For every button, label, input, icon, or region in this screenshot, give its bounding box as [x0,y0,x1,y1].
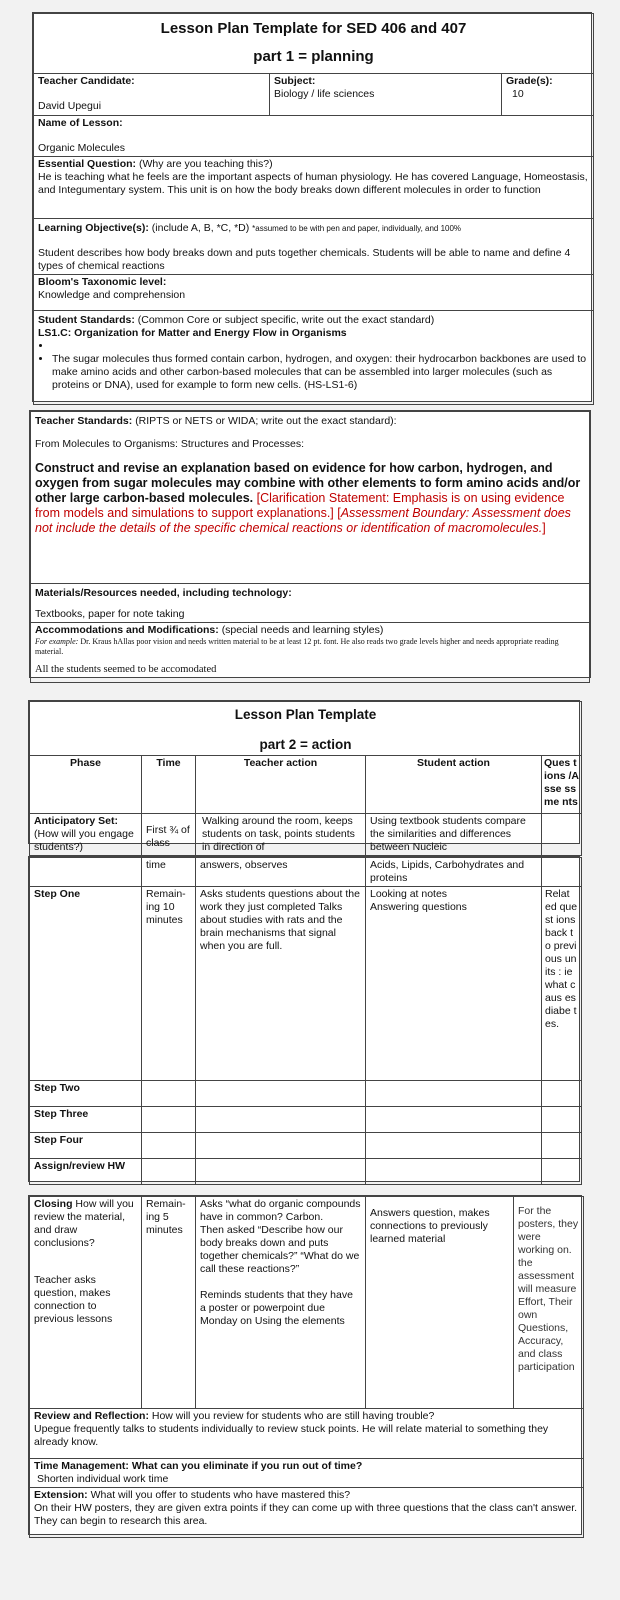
closing-sheet [28,1195,582,1535]
header-teacher-action: Teacher action [196,756,366,814]
review-label: Review and Reflection: [34,1410,149,1422]
steps-sheet [28,856,580,1182]
subject-value: Biology / life sciences [274,88,375,100]
step-four-label: Step Four [30,1133,142,1159]
accommodations-value: All the students seemed to be accomodated [35,664,217,675]
step-one-student-line: Looking at notes [370,888,448,900]
time-management-note: What can you eliminate if you run out of time? [131,1460,363,1472]
blooms-level-value: Knowledge and comprehension [38,289,186,301]
assign-hw-label: Assign/review HW [30,1159,142,1185]
accommodations-note: (special needs and learning styles) [221,624,384,636]
closing-teacher-line: Asks “what do organic compounds have in common? Carbon. [200,1198,361,1223]
step-three-label: Step Three [30,1107,142,1133]
planning-sheet [32,12,592,402]
student-standards-note: (Common Core or subject specific, write out the exact standard) [137,314,435,326]
accommodations-label: Accommodations and Modifications: [35,624,219,636]
page-title: Lesson Plan Template for SED 406 and 407 [160,20,467,37]
step-one-label: Step One [30,887,142,1081]
step-one-time: Remain-ing 10 minutes [142,887,196,1081]
teacher-candidate-value: David Upegui [38,100,102,112]
teacher-standards-sub: From Molecules to Organisms: Structures and Processes: [35,438,305,450]
anticipatory-student: Using textbook students compare the similarities and differences between Nucleic [366,814,542,856]
subject-label: Subject: [274,75,316,87]
standards-table [30,411,590,683]
closing-table [29,1196,584,1538]
extension-value: On their HW posters, they are given extra points if they can come up with three questions that the class can't answer. They can begin to research this area. [34,1502,578,1527]
student-standards-bullet: • The sugar molecules thus formed contain carbon, hydrogen, and oxygen: their hydrocarbon backbones are used to make amino acids and other carbon-based molecules that can be assembled into larger molecules (such as proteins or DNA), used for example to form new cells. (HS-LS1-6) [52,353,589,392]
essential-question-label: Essential Question: [38,158,137,170]
closing-teacher-line: Reminds students that they have a poster or powerpoint due Monday on Using the elements [200,1289,353,1327]
materials-label: Materials/Resources needed, including technology: [35,587,292,599]
closing-text: How will you review the material, and draw conclusions? [34,1198,134,1249]
planning-table [33,13,594,405]
student-standards-label: Student Standards: [38,314,135,326]
step-two-label: Step Two [30,1081,142,1107]
anticipatory-teacher: Walking around the room, keeps students on task, points students in direction of [196,814,366,856]
time-management-value: Shorten individual work time [37,1473,169,1485]
blooms-level-label: Bloom's Taxonomic level: [38,276,167,288]
essential-question-note: (Why are you teaching this?) [138,158,273,170]
essential-question-value: He is teaching what he feels are the important aspects of human physiology. He has covered Language, Homeostasis, and Integumentary system. This unit is on how the body breaks down different molecules in order to function [38,171,588,196]
header-time: Time [142,756,196,814]
lesson-name-value: Organic Molecules [38,142,125,154]
row0-teacher: answers, observes [196,858,366,887]
teacher-standards-label: Teacher Standards: [35,415,133,427]
closing-student: Answers question, makes connections to previously learned material [366,1197,514,1409]
row0-student: Acids, Lipids, Carbohydrates and proteins [366,858,542,887]
grade-label: Grade(s): [506,75,553,87]
materials-value: Textbooks, paper for note taking [35,608,185,620]
review-value: Upegue frequently talks to students individually to review stuck points. He will relate material to something they already know. [34,1423,549,1448]
header-student-action: Student action [366,756,542,814]
extension-note: What will you offer to students who have mastered this? [90,1489,351,1501]
extension-label: Extension: [34,1489,88,1501]
teacher-candidate-label: Teacher Candidate: [38,75,135,87]
step-one-questions: Relat ed quest ions back to previ ous units : ie what caus es diabe tes. [542,887,582,1081]
learning-objective-label: Learning Objective(s): [38,222,149,234]
time-management-label: Time Management: [34,1460,129,1472]
row0-time: time [142,858,196,887]
lesson-name-label: Name of Lesson: [38,117,123,129]
header-questions: Ques tions /Asse ssme nts [542,756,582,814]
learning-objective-value: Student describes how body breaks down and puts together chemicals. Students will be able to name and define 4 types of chemical reactions [38,247,571,272]
accommodations-example: For example: Dr. Kraus hAllas poor vision and needs written material to be at least 12 pt. font. He also reads two grade levels higher and needs appropriate reading material. [35,637,559,656]
teacher-standards-note: (RIPTS or NETS or WIDA; write out the exact standard): [135,415,397,427]
teacher-standards-text: Construct and revise an explanation based on evidence for how carbon, hydrogen, and oxygen from sugar molecules may combine with other elements to form amino acids and/or other large carbon-based molecules. [Clarification Statement: Emphasis is on using evidence from models and simulations to support explanations.] [Assessment Boundary: Assessment does not include the details of the specific chemical reactions or identification of macromolecules.] [35,461,581,535]
closing-teacher-line: Then asked “Describe how our body breaks down and puts together chemicals?” “What do we call these reactions?” [200,1224,360,1275]
action-sheet [28,700,580,853]
standards-sheet [29,410,591,678]
anticipatory-time: First ¾ of class [142,814,196,856]
steps-table [29,857,582,1185]
review-note: How will you review for students who are still having trouble? [151,1410,435,1422]
learning-objective-note: (include A, B, *C, *D) [151,222,250,234]
closing-label: Closing [34,1198,73,1210]
student-standards-heading: LS1.C: Organization for Matter and Energy Flow in Organisms [38,327,347,339]
page-subtitle: part 1 = planning [253,48,374,65]
step-one-student-line: Answering questions [370,901,467,913]
anticipatory-label: Anticipatory Set: [34,815,119,827]
learning-objective-small: *assumed to be with pen and paper, individually, and 100% [252,224,462,233]
part2-subtitle: part 2 = action [259,737,352,752]
action-table [29,701,582,856]
closing-time: Remain-ing 5 minutes [142,1197,196,1409]
closing-extra: Teacher asks question, makes connection to previous lessons [34,1274,113,1325]
step-one-teacher: Asks students questions about the work they just completed Talks about studies with rats and the brain mechanisms that signal when you are full. [196,887,366,1081]
student-standards-list [38,340,589,392]
part2-title: Lesson Plan Template [234,707,377,722]
anticipatory-sub: (How will you engage students?) [34,828,134,853]
student-standards-bullet [52,340,589,353]
grade-value: 10 [512,88,524,100]
closing-questions: For the posters, they were working on. the assessment will measure Effort, Their own Questions, Accuracy, and class participation [514,1197,584,1409]
header-phase: Phase [30,756,142,814]
